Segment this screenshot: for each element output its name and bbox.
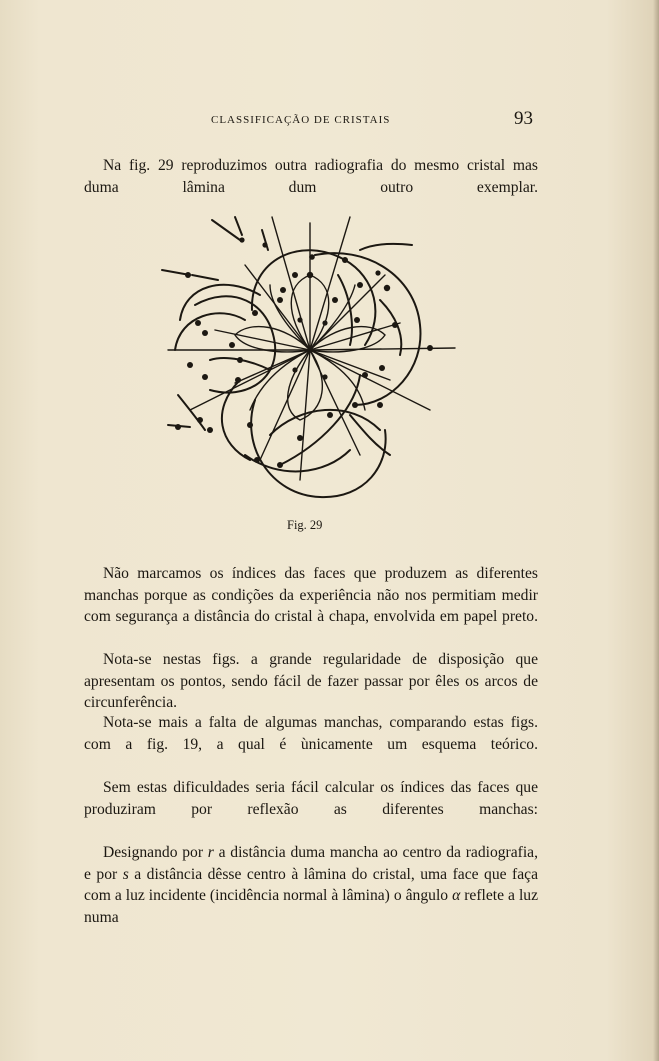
laue-pattern-drawing: [150, 205, 470, 505]
page-number: 93: [514, 108, 533, 129]
variable-alpha: α: [452, 887, 461, 904]
variable-r: r: [207, 844, 214, 861]
p6-text-d: reflete a luz numa: [84, 887, 538, 926]
p6-text-b: a distância duma mancha ao centro da radiografia, e por: [84, 844, 539, 883]
paragraph-4: Nota-se mais a falta de algumas manchas, comparando estas figs. com a fig. 19, a qual é ùnicamente um esquema teórico.: [84, 714, 538, 753]
paragraph-1: Na fig. 29 reproduzimos outra radiografia do mesmo cristal mas duma lâmina dum outro exemplar.: [84, 157, 538, 196]
figure-caption: Fig. 29: [287, 518, 323, 532]
paragraph-5: Sem estas dificuldades seria fácil calcular os índices das faces que produziram por reflexão as diferentes manchas:: [84, 779, 538, 818]
p6-text-c: a distância dêsse centro à lâmina do cristal, uma face que faça com a luz incidente (incidência normal à lâmina) o ângulo: [84, 865, 538, 904]
paragraph-3: Nota-se nestas figs. a grande regularidade de disposição que apresentam os pontos, sendo fácil de fazer passar por êles os arcos de circunferência.: [84, 651, 538, 711]
paragraph-6: [84, 842, 538, 950]
p6-text-a: Designando por: [103, 844, 208, 861]
running-head: CLASSIFICAÇÃO DE CRISTAIS: [211, 114, 391, 126]
radiograph-figure: [150, 205, 470, 505]
paragraph-2: Não marcamos os índices das faces que produzem as diferentes manchas porque as condições da experiência não nos permitiam medir com segurança a distância do cristal à chapa, envolvida em papel preto.: [84, 565, 538, 625]
variable-s: s: [122, 865, 129, 883]
